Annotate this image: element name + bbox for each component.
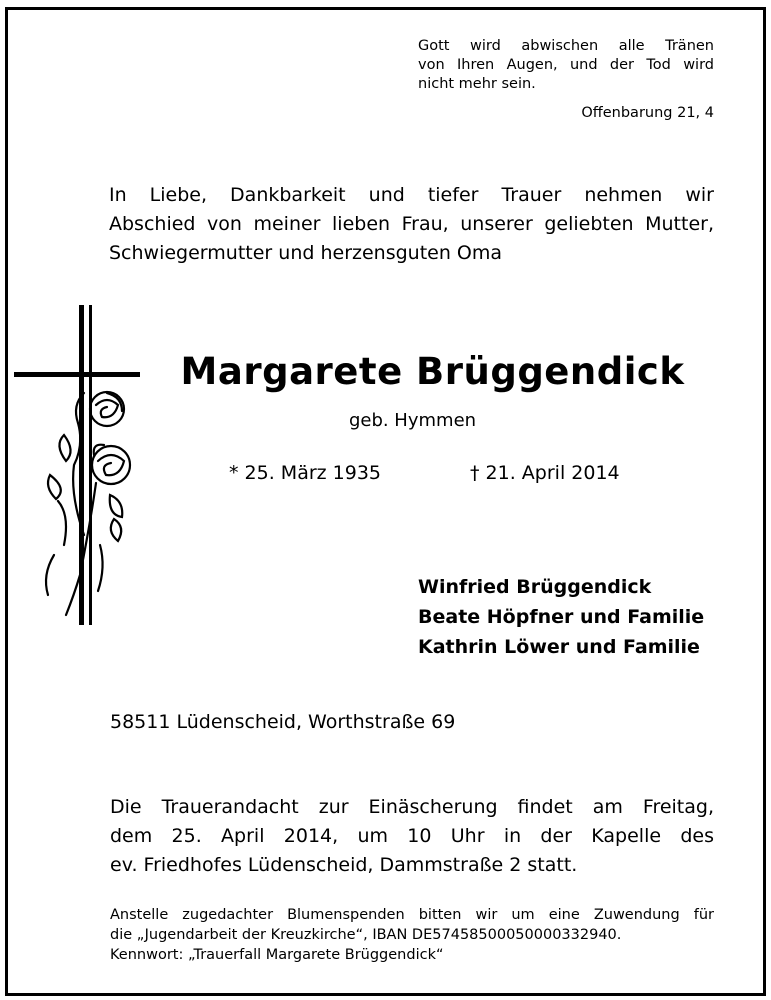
cross-with-roses-icon — [14, 305, 154, 625]
maiden-name: geb. Hymmen — [348, 410, 477, 431]
intro-line: Schwiegermutter und herzensguten Oma — [109, 242, 503, 264]
donation-info — [110, 905, 714, 965]
donation-line: die „Jugendarbeit der Kreuzkirche“, IBAN DE57458500050000332940. — [110, 927, 622, 943]
death-date: † 21. April 2014 — [470, 462, 620, 484]
deceased-name: Margarete Brüggendick — [180, 350, 685, 393]
quote-line: Gott wird abwischen alle Tränen — [418, 38, 714, 54]
mourner: Winfried Brüggendick — [418, 576, 652, 598]
service-info — [110, 793, 714, 880]
birth-date: * 25. März 1935 — [229, 462, 382, 484]
donation-line: Anstelle zugedachter Blumenspenden bitten wir um eine Zuwendung für — [110, 907, 714, 923]
quote-line: nicht mehr sein. — [418, 76, 536, 92]
service-line: Die Trauerandacht zur Einäscherung findet am Freitag, — [110, 796, 714, 818]
address: 58511 Lüdenscheid, Worthstraße 69 — [110, 711, 456, 733]
mourner: Kathrin Löwer und Familie — [418, 636, 700, 658]
quote-source: Offenbarung 21, 4 — [581, 105, 714, 121]
mourner: Beate Höpfner und Familie — [418, 606, 705, 628]
mourners-list — [418, 572, 704, 662]
intro-text — [109, 181, 714, 268]
intro-line: Abschied von meiner lieben Frau, unserer geliebten Mutter, — [109, 213, 714, 235]
donation-line: Kennwort: „Trauerfall Margarete Brüggendick“ — [110, 947, 444, 963]
intro-line: In Liebe, Dankbarkeit und tiefer Trauer nehmen wir — [109, 184, 714, 206]
service-line: dem 25. April 2014, um 10 Uhr in der Kapelle des — [110, 825, 714, 847]
quote-line: von Ihren Augen, und der Tod wird — [418, 57, 714, 73]
bible-quote — [418, 37, 714, 94]
service-line: ev. Friedhofes Lüdenscheid, Dammstraße 2 statt. — [110, 854, 578, 876]
